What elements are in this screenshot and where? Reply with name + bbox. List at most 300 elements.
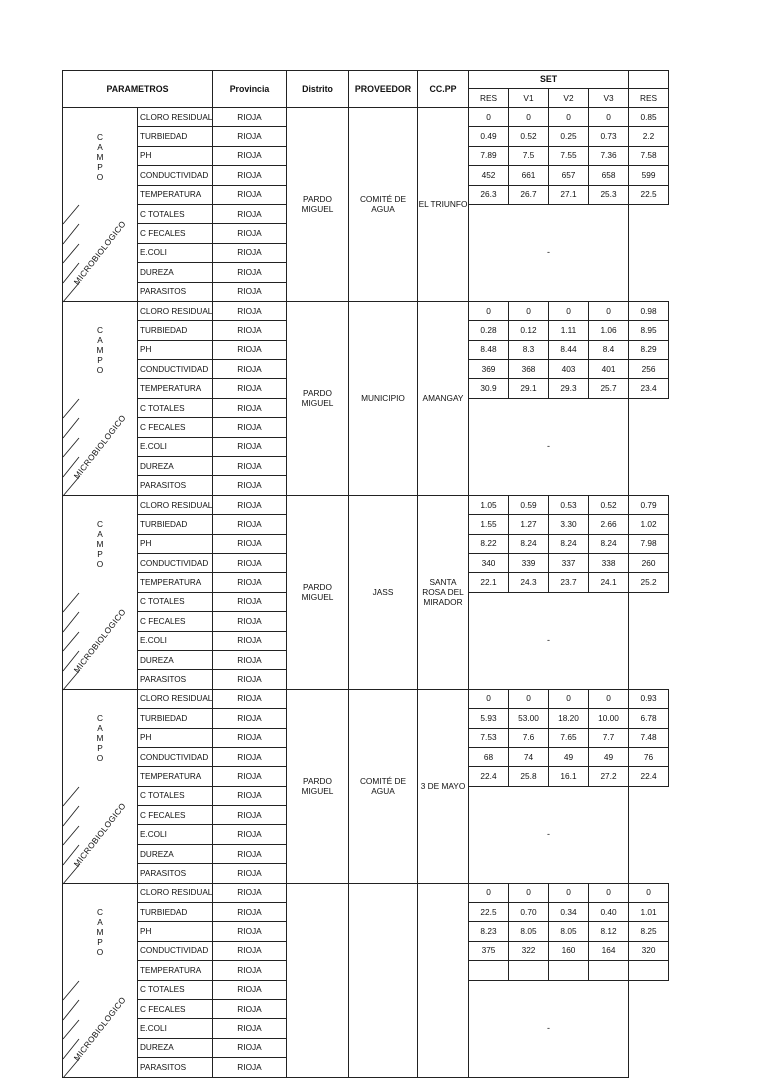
value-cell: 25.2 xyxy=(629,573,669,592)
value-cell: 25.3 xyxy=(589,185,629,204)
table-row xyxy=(63,108,669,127)
parameter-name: E.COLI xyxy=(138,243,213,262)
provincia-cell: RIOJA xyxy=(213,263,287,282)
diagonal-line xyxy=(63,1020,79,1039)
microbiologico-area xyxy=(63,205,138,302)
parameter-name: DUREZA xyxy=(138,650,213,669)
value-cell: 369 xyxy=(469,360,509,379)
header-distrito: Distrito xyxy=(287,71,349,108)
campo-letter: O xyxy=(96,365,104,376)
parameter-name: DUREZA xyxy=(138,1038,213,1057)
diagonal-line xyxy=(63,593,79,612)
value-cell: 0.53 xyxy=(549,495,589,514)
provincia-cell: RIOJA xyxy=(213,922,287,941)
block-label-cell xyxy=(63,495,138,689)
value-cell: 7.6 xyxy=(509,728,549,747)
diagonal-line xyxy=(63,865,79,884)
parameter-name: C FECALES xyxy=(138,224,213,243)
value-cell: 1.06 xyxy=(589,321,629,340)
table-body xyxy=(63,108,669,1078)
provincia-cell: RIOJA xyxy=(213,457,287,476)
parameter-name: E.COLI xyxy=(138,631,213,650)
parameter-name: C TOTALES xyxy=(138,592,213,611)
header-provincia: Provincia xyxy=(213,71,287,108)
value-cell: 339 xyxy=(509,553,549,572)
value-cell: 368 xyxy=(509,360,549,379)
provincia-cell: RIOJA xyxy=(213,864,287,883)
provincia-cell: RIOJA xyxy=(213,767,287,786)
value-cell: 0.79 xyxy=(629,495,669,514)
distrito-cell xyxy=(287,883,349,1077)
proveedor-cell: COMITÉ DE AGUA xyxy=(349,108,418,302)
microbiologico-label: MICROBIOLOGICO xyxy=(71,606,128,675)
campo-letter: C xyxy=(97,325,103,336)
value-cell: 340 xyxy=(469,553,509,572)
value-cell: 8.22 xyxy=(469,534,509,553)
provincia-cell: RIOJA xyxy=(213,437,287,456)
value-cell: 8.12 xyxy=(589,922,629,941)
value-cell: 0.59 xyxy=(509,495,549,514)
value-cell: 1.05 xyxy=(469,495,509,514)
campo-letter: P xyxy=(97,161,103,172)
value-cell: 260 xyxy=(629,553,669,572)
value-cell: 0 xyxy=(509,689,549,708)
value-cell: 0.52 xyxy=(589,495,629,514)
value-cell: 1.27 xyxy=(509,515,549,534)
parameter-name: DUREZA xyxy=(138,263,213,282)
parameter-name: C TOTALES xyxy=(138,398,213,417)
diagonal-line xyxy=(63,671,79,690)
provincia-cell: RIOJA xyxy=(213,146,287,165)
value-cell: 0.12 xyxy=(509,321,549,340)
value-cell: 657 xyxy=(549,166,589,185)
diagonal-line xyxy=(63,612,79,632)
value-cell: 8.29 xyxy=(629,340,669,359)
provincia-cell: RIOJA xyxy=(213,398,287,417)
provincia-cell: RIOJA xyxy=(213,728,287,747)
parameter-name: PH xyxy=(138,146,213,165)
value-cell: 7.7 xyxy=(589,728,629,747)
value-cell: 0 xyxy=(469,108,509,127)
value-cell: 1.02 xyxy=(629,515,669,534)
diagonal-line xyxy=(63,1059,79,1078)
value-cell: 49 xyxy=(589,747,629,766)
proveedor-cell: JASS xyxy=(349,495,418,689)
provincia-cell: RIOJA xyxy=(213,515,287,534)
diagonal-line xyxy=(63,787,79,806)
provincia-cell: RIOJA xyxy=(213,903,287,922)
microbiologico-label: MICROBIOLOGICO xyxy=(71,218,128,287)
diagonal-line xyxy=(63,981,79,1000)
value-cell: 7.65 xyxy=(549,728,589,747)
provincia-cell: RIOJA xyxy=(213,282,287,301)
value-cell: 22.4 xyxy=(469,767,509,786)
microbiologico-label: MICROBIOLOGICO xyxy=(71,412,128,481)
block-label-cell xyxy=(63,108,138,302)
ccpp-cell xyxy=(418,883,469,1077)
parameter-name: CLORO RESIDUAL xyxy=(138,495,213,514)
campo-label xyxy=(63,690,137,787)
parameter-name: E.COLI xyxy=(138,437,213,456)
parameter-name: CLORO RESIDUAL xyxy=(138,108,213,127)
value-cell: 0 xyxy=(549,689,589,708)
campo-letter: O xyxy=(96,947,104,958)
value-cell: 661 xyxy=(509,166,549,185)
value-cell: 68 xyxy=(469,747,509,766)
ccpp-cell: SANTA ROSA DEL MIRADOR xyxy=(418,495,469,689)
value-cell: 7.48 xyxy=(629,728,669,747)
block-label-cell xyxy=(63,301,138,495)
value-cell: 23.7 xyxy=(549,573,589,592)
value-cell: 22.5 xyxy=(469,903,509,922)
provincia-cell: RIOJA xyxy=(213,185,287,204)
campo-letter: O xyxy=(96,559,104,570)
value-cell: 24.1 xyxy=(589,573,629,592)
value-cell: 0.98 xyxy=(629,301,669,320)
value-cell: 5.93 xyxy=(469,709,509,728)
provincia-cell: RIOJA xyxy=(213,360,287,379)
parameter-name: CONDUCTIVIDAD xyxy=(138,553,213,572)
campo-letter: C xyxy=(97,131,103,142)
value-cell: 53.00 xyxy=(509,709,549,728)
value-cell: 18.20 xyxy=(549,709,589,728)
provincia-cell: RIOJA xyxy=(213,108,287,127)
value-cell xyxy=(509,961,549,980)
campo-letter: M xyxy=(96,151,104,162)
parameter-name: TURBIEDAD xyxy=(138,321,213,340)
value-cell: 452 xyxy=(469,166,509,185)
parameter-name: C FECALES xyxy=(138,612,213,631)
proveedor-cell: MUNICIPIO xyxy=(349,301,418,495)
value-cell: 8.24 xyxy=(549,534,589,553)
provincia-cell: RIOJA xyxy=(213,844,287,863)
proveedor-cell: COMITÉ DE AGUA xyxy=(349,689,418,883)
diagonal-line xyxy=(63,632,79,651)
provincia-cell: RIOJA xyxy=(213,592,287,611)
header-ccpp: CC.PP xyxy=(418,71,469,108)
value-cell: 0.34 xyxy=(549,903,589,922)
value-cell: 0.70 xyxy=(509,903,549,922)
provincia-cell: RIOJA xyxy=(213,612,287,631)
parameter-name: C TOTALES xyxy=(138,786,213,805)
parameter-name: TURBIEDAD xyxy=(138,515,213,534)
parameter-name: CONDUCTIVIDAD xyxy=(138,166,213,185)
header-sub-res-2: RES xyxy=(629,89,669,108)
header-blank xyxy=(629,71,669,89)
value-cell: 49 xyxy=(549,747,589,766)
table-row xyxy=(63,689,669,708)
value-cell: 7.89 xyxy=(469,146,509,165)
empty-cell xyxy=(629,592,669,689)
value-cell: 74 xyxy=(509,747,549,766)
distrito-cell: PARDO MIGUEL xyxy=(287,689,349,883)
empty-cell xyxy=(629,398,669,495)
parameter-name: PARASITOS xyxy=(138,476,213,495)
parameter-name: PARASITOS xyxy=(138,864,213,883)
campo-letter: M xyxy=(96,539,104,550)
parameter-name: C TOTALES xyxy=(138,980,213,999)
value-cell: 0.49 xyxy=(469,127,509,146)
value-cell: 29.1 xyxy=(509,379,549,398)
provincia-cell: RIOJA xyxy=(213,553,287,572)
microbiologico-label: MICROBIOLOGICO xyxy=(71,800,128,869)
value-cell: 27.1 xyxy=(549,185,589,204)
microbiologico-area xyxy=(63,399,138,496)
value-cell: 401 xyxy=(589,360,629,379)
diagonal-line xyxy=(63,477,79,496)
diagonal-line xyxy=(63,205,79,224)
value-cell: 0 xyxy=(549,301,589,320)
header-parametros: PARAMETROS xyxy=(63,71,213,108)
value-cell: 7.53 xyxy=(469,728,509,747)
provincia-cell: RIOJA xyxy=(213,961,287,980)
empty-cell xyxy=(629,980,669,1077)
value-cell: 0.52 xyxy=(509,127,549,146)
value-cell: 29.3 xyxy=(549,379,589,398)
value-cell: 26.3 xyxy=(469,185,509,204)
campo-letter: A xyxy=(97,917,103,928)
table-row xyxy=(63,301,669,320)
campo-letter: C xyxy=(97,713,103,724)
value-cell: 0 xyxy=(589,108,629,127)
value-cell: 6.78 xyxy=(629,709,669,728)
parameter-name: TEMPERATURA xyxy=(138,573,213,592)
value-cell: 0.40 xyxy=(589,903,629,922)
parameter-name: DUREZA xyxy=(138,457,213,476)
value-cell: 599 xyxy=(629,166,669,185)
provincia-cell: RIOJA xyxy=(213,418,287,437)
ccpp-cell: 3 DE MAYO xyxy=(418,689,469,883)
micro-dash-cell: - xyxy=(469,204,629,301)
distrito-cell: PARDO MIGUEL xyxy=(287,495,349,689)
diagonal-line xyxy=(63,806,79,826)
header-sub-v1: V1 xyxy=(509,89,549,108)
value-cell: 1.55 xyxy=(469,515,509,534)
table-row xyxy=(63,883,669,902)
value-cell: 8.48 xyxy=(469,340,509,359)
provincia-cell: RIOJA xyxy=(213,689,287,708)
value-cell: 1.01 xyxy=(629,903,669,922)
parameter-name: PH xyxy=(138,340,213,359)
value-cell: 8.4 xyxy=(589,340,629,359)
value-cell: 338 xyxy=(589,553,629,572)
value-cell: 658 xyxy=(589,166,629,185)
provincia-cell: RIOJA xyxy=(213,999,287,1018)
provincia-cell: RIOJA xyxy=(213,321,287,340)
microbiologico-area xyxy=(63,593,138,690)
distrito-cell: PARDO MIGUEL xyxy=(287,301,349,495)
campo-letter: A xyxy=(97,335,103,346)
value-cell: 0 xyxy=(589,301,629,320)
diagonal-line xyxy=(63,224,79,244)
provincia-cell: RIOJA xyxy=(213,476,287,495)
diagonal-line xyxy=(63,438,79,457)
diagonal-line xyxy=(63,418,79,438)
value-cell: 3.30 xyxy=(549,515,589,534)
parameter-name: PH xyxy=(138,728,213,747)
value-cell: 8.25 xyxy=(629,922,669,941)
value-cell: 10.00 xyxy=(589,709,629,728)
value-cell: 0 xyxy=(629,883,669,902)
parameter-name: TURBIEDAD xyxy=(138,903,213,922)
parameter-name: PARASITOS xyxy=(138,670,213,689)
header-set: SET xyxy=(469,71,629,89)
value-cell: 7.58 xyxy=(629,146,669,165)
value-cell: 0 xyxy=(549,108,589,127)
campo-label xyxy=(63,302,137,399)
provincia-cell: RIOJA xyxy=(213,1019,287,1038)
provincia-cell: RIOJA xyxy=(213,379,287,398)
parameter-name: C FECALES xyxy=(138,806,213,825)
parameter-name: TEMPERATURA xyxy=(138,185,213,204)
diagonal-line xyxy=(63,399,79,418)
campo-letter: P xyxy=(97,355,103,366)
campo-letter: M xyxy=(96,733,104,744)
provincia-cell: RIOJA xyxy=(213,204,287,223)
micro-dash-cell: - xyxy=(469,398,629,495)
provincia-cell: RIOJA xyxy=(213,631,287,650)
campo-letter: P xyxy=(97,743,103,754)
campo-letter: O xyxy=(96,753,104,764)
block-label-cell xyxy=(63,883,138,1077)
value-cell: 27.2 xyxy=(589,767,629,786)
parameter-name: CONDUCTIVIDAD xyxy=(138,747,213,766)
campo-letter: A xyxy=(97,723,103,734)
campo-label xyxy=(63,108,137,205)
value-cell: 25.7 xyxy=(589,379,629,398)
parameter-name: PH xyxy=(138,534,213,553)
provincia-cell: RIOJA xyxy=(213,650,287,669)
value-cell: 8.23 xyxy=(469,922,509,941)
value-cell: 322 xyxy=(509,941,549,960)
campo-letter: M xyxy=(96,345,104,356)
parameter-name: CONDUCTIVIDAD xyxy=(138,360,213,379)
provincia-cell: RIOJA xyxy=(213,301,287,320)
microbiologico-label: MICROBIOLOGICO xyxy=(71,994,128,1063)
provincia-cell: RIOJA xyxy=(213,243,287,262)
value-cell: 0 xyxy=(509,301,549,320)
value-cell: 8.05 xyxy=(549,922,589,941)
parameter-name: C FECALES xyxy=(138,418,213,437)
value-cell xyxy=(629,961,669,980)
provincia-cell: RIOJA xyxy=(213,127,287,146)
provincia-cell: RIOJA xyxy=(213,825,287,844)
value-cell: 2.2 xyxy=(629,127,669,146)
value-cell xyxy=(549,961,589,980)
provincia-cell: RIOJA xyxy=(213,340,287,359)
value-cell: 22.1 xyxy=(469,573,509,592)
diagonal-line xyxy=(63,826,79,845)
campo-letter: C xyxy=(97,519,103,530)
diagonal-line xyxy=(63,1000,79,1020)
table-row xyxy=(63,495,669,514)
value-cell: 30.9 xyxy=(469,379,509,398)
provincia-cell: RIOJA xyxy=(213,980,287,999)
campo-letter: O xyxy=(96,171,104,182)
provincia-cell: RIOJA xyxy=(213,709,287,728)
value-cell: 7.55 xyxy=(549,146,589,165)
value-cell: 8.05 xyxy=(509,922,549,941)
value-cell: 160 xyxy=(549,941,589,960)
value-cell: 256 xyxy=(629,360,669,379)
parameter-name: C FECALES xyxy=(138,999,213,1018)
value-cell: 0 xyxy=(549,883,589,902)
parameter-name: E.COLI xyxy=(138,825,213,844)
parameter-name: PARASITOS xyxy=(138,282,213,301)
micro-dash-cell: - xyxy=(469,980,629,1077)
campo-letter: C xyxy=(97,907,103,918)
provincia-cell: RIOJA xyxy=(213,534,287,553)
value-cell: 320 xyxy=(629,941,669,960)
value-cell: 2.66 xyxy=(589,515,629,534)
diagonal-line xyxy=(63,244,79,263)
parameter-name: PH xyxy=(138,922,213,941)
value-cell: 7.36 xyxy=(589,146,629,165)
campo-letter: P xyxy=(97,937,103,948)
provincia-cell: RIOJA xyxy=(213,670,287,689)
value-cell: 25.8 xyxy=(509,767,549,786)
value-cell: 7.5 xyxy=(509,146,549,165)
value-cell xyxy=(589,961,629,980)
provincia-cell: RIOJA xyxy=(213,941,287,960)
value-cell: 337 xyxy=(549,553,589,572)
value-cell: 0 xyxy=(469,883,509,902)
campo-letter: M xyxy=(96,927,104,938)
parameter-name: CLORO RESIDUAL xyxy=(138,301,213,320)
parameter-name: TEMPERATURA xyxy=(138,767,213,786)
value-cell: 0.73 xyxy=(589,127,629,146)
value-cell: 0 xyxy=(589,689,629,708)
value-cell: 8.95 xyxy=(629,321,669,340)
value-cell: 7.98 xyxy=(629,534,669,553)
value-cell: 0.93 xyxy=(629,689,669,708)
value-cell: 0 xyxy=(469,689,509,708)
value-cell: 23.4 xyxy=(629,379,669,398)
provincia-cell: RIOJA xyxy=(213,224,287,243)
provincia-cell: RIOJA xyxy=(213,883,287,902)
value-cell: 0.85 xyxy=(629,108,669,127)
empty-cell xyxy=(629,204,669,301)
provincia-cell: RIOJA xyxy=(213,786,287,805)
value-cell: 24.3 xyxy=(509,573,549,592)
header-sub-v2: V2 xyxy=(549,89,589,108)
value-cell: 8.3 xyxy=(509,340,549,359)
value-cell: 403 xyxy=(549,360,589,379)
value-cell: 26.7 xyxy=(509,185,549,204)
value-cell: 375 xyxy=(469,941,509,960)
parameter-name: TEMPERATURA xyxy=(138,961,213,980)
parameter-name: C TOTALES xyxy=(138,204,213,223)
diagonal-line xyxy=(63,283,79,302)
parameter-name: TEMPERATURA xyxy=(138,379,213,398)
block-label-cell xyxy=(63,689,138,883)
spreadsheet-sheet xyxy=(62,70,668,1072)
provincia-cell: RIOJA xyxy=(213,573,287,592)
provincia-cell: RIOJA xyxy=(213,1038,287,1057)
value-cell: 22.4 xyxy=(629,767,669,786)
value-cell: 0.28 xyxy=(469,321,509,340)
value-cell: 76 xyxy=(629,747,669,766)
provincia-cell: RIOJA xyxy=(213,495,287,514)
value-cell: 0.25 xyxy=(549,127,589,146)
microbiologico-area xyxy=(63,981,138,1078)
proveedor-cell xyxy=(349,883,418,1077)
parameter-name: PARASITOS xyxy=(138,1058,213,1077)
parameter-name: DUREZA xyxy=(138,844,213,863)
micro-dash-cell: - xyxy=(469,592,629,689)
provincia-cell: RIOJA xyxy=(213,166,287,185)
parameter-name: CLORO RESIDUAL xyxy=(138,689,213,708)
